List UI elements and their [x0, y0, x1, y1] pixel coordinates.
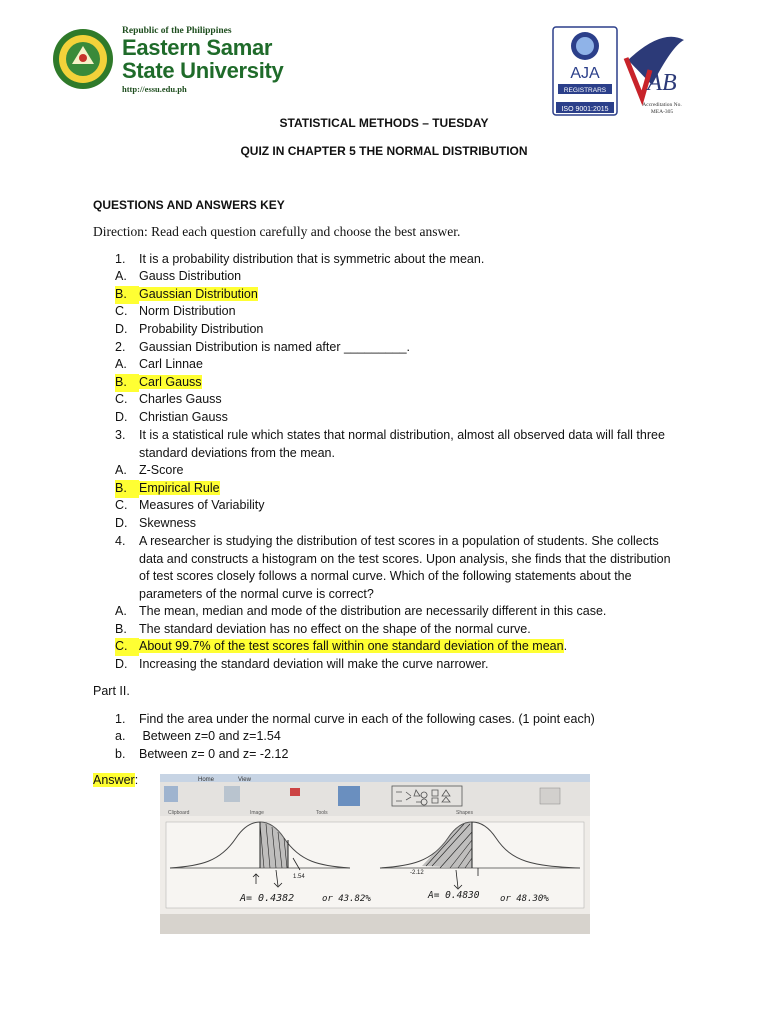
university-seal-icon	[52, 28, 114, 90]
q3-choice-b: B. Empirical Rule	[115, 480, 685, 498]
course-title: STATISTICAL METHODS – TUESDAY	[279, 116, 489, 130]
photo-tab-view: View	[238, 777, 251, 783]
q3-choice-d: D. Skewness	[115, 516, 196, 530]
answer-photo	[160, 774, 590, 934]
photo-group-image: Image	[250, 810, 264, 816]
part-2-label: Part II.	[93, 684, 130, 698]
accreditation-number: MEA-305	[650, 109, 674, 115]
question-2: 2. Gaussian Distribution is named after _________.	[115, 340, 410, 354]
uab-text: AB	[647, 70, 677, 96]
q1-choice-b: B. Gaussian Distribution	[115, 286, 685, 304]
republic-text: Republic of the Philippines	[122, 26, 232, 36]
university-header	[122, 26, 284, 94]
aja-sub: REGISTRARS	[563, 87, 607, 94]
photo-z-value-1: 1.54	[293, 874, 305, 880]
section-title: QUESTIONS AND ANSWERS KEY	[93, 198, 285, 212]
photo-z-value-2: -2.12	[410, 870, 424, 876]
university-name-line2: State University	[122, 58, 284, 83]
direction-text: Direction: Read each question carefully and choose the best answer.	[93, 224, 461, 239]
uab-accreditation-logo	[622, 30, 688, 116]
photo-answer-2: A= 0.4830	[428, 890, 480, 901]
q4-choice-a: A. The mean, median and mode of the distribution are necessarily different in this case.	[115, 604, 607, 618]
photo-group-tools: Tools	[316, 810, 328, 816]
part2-question-1: 1. Find the area under the normal curve in each of the following cases. (1 point each)	[115, 712, 595, 726]
aja-certification-logo	[552, 26, 618, 116]
q2-choice-c: C. Charles Gauss	[115, 392, 222, 406]
quiz-title: QUIZ IN CHAPTER 5 THE NORMAL DISTRIBUTION	[240, 144, 528, 158]
q4-choice-d: D. Increasing the standard deviation will make the curve narrower.	[115, 657, 489, 671]
university-name-line1: Eastern Samar	[122, 35, 273, 60]
aja-text: AJA	[570, 65, 600, 82]
q4-choice-b: B. The standard deviation has no effect on the shape of the normal curve.	[115, 622, 531, 636]
part2-item-b: b. Between z= 0 and z= -2.12	[115, 747, 289, 761]
photo-group-clipboard: Clipboard	[168, 810, 190, 816]
photo-answer-1-percent: or 43.82%	[322, 894, 371, 904]
question-4: 4. A researcher is studying the distribution of test scores in a population of students. She collects data and constructs a histogram on the test scores. Upon analysis, she finds that the distribution of test scores closely follows a normal curve. Which of the following statements about the parameters of the normal curve is correct?	[115, 534, 671, 601]
question-3: 3. It is a statistical rule which states that normal distribution, almost all observed data will fall three standard deviations from the mean.	[115, 428, 665, 460]
q2-choice-b: B. Carl Gauss	[115, 374, 685, 392]
photo-group-shapes: Shapes	[456, 810, 473, 816]
answer-label: Answer:	[93, 773, 139, 787]
q2-choice-d: D. Christian Gauss	[115, 410, 228, 424]
photo-answer-1: A= 0.4382	[240, 893, 295, 904]
q1-choice-c: C. Norm Distribution	[115, 304, 236, 318]
q4-choice-c: C. About 99.7% of the test scores fall within one standard deviation of the mean.	[115, 638, 685, 656]
university-url: http://essu.edu.ph	[122, 84, 187, 94]
photo-tab-home: Home	[198, 777, 215, 783]
accreditation-text: Accreditation No.	[642, 102, 682, 108]
q1-choice-a: A. Gauss Distribution	[115, 269, 242, 283]
part2-item-a: a. Between z=0 and z=1.54	[115, 729, 281, 743]
iso-text: ISO 9001:2015	[561, 106, 609, 113]
photo-answer-2-percent: or 48.30%	[500, 894, 549, 904]
q2-choice-a: A. Carl Linnae	[115, 357, 203, 371]
q1-choice-d: D. Probability Distribution	[115, 322, 264, 336]
q3-choice-a: A. Z-Score	[115, 463, 184, 477]
q3-choice-c: C. Measures of Variability	[115, 498, 265, 512]
question-1: 1. It is a probability distribution that is symmetric about the mean.	[115, 252, 485, 266]
